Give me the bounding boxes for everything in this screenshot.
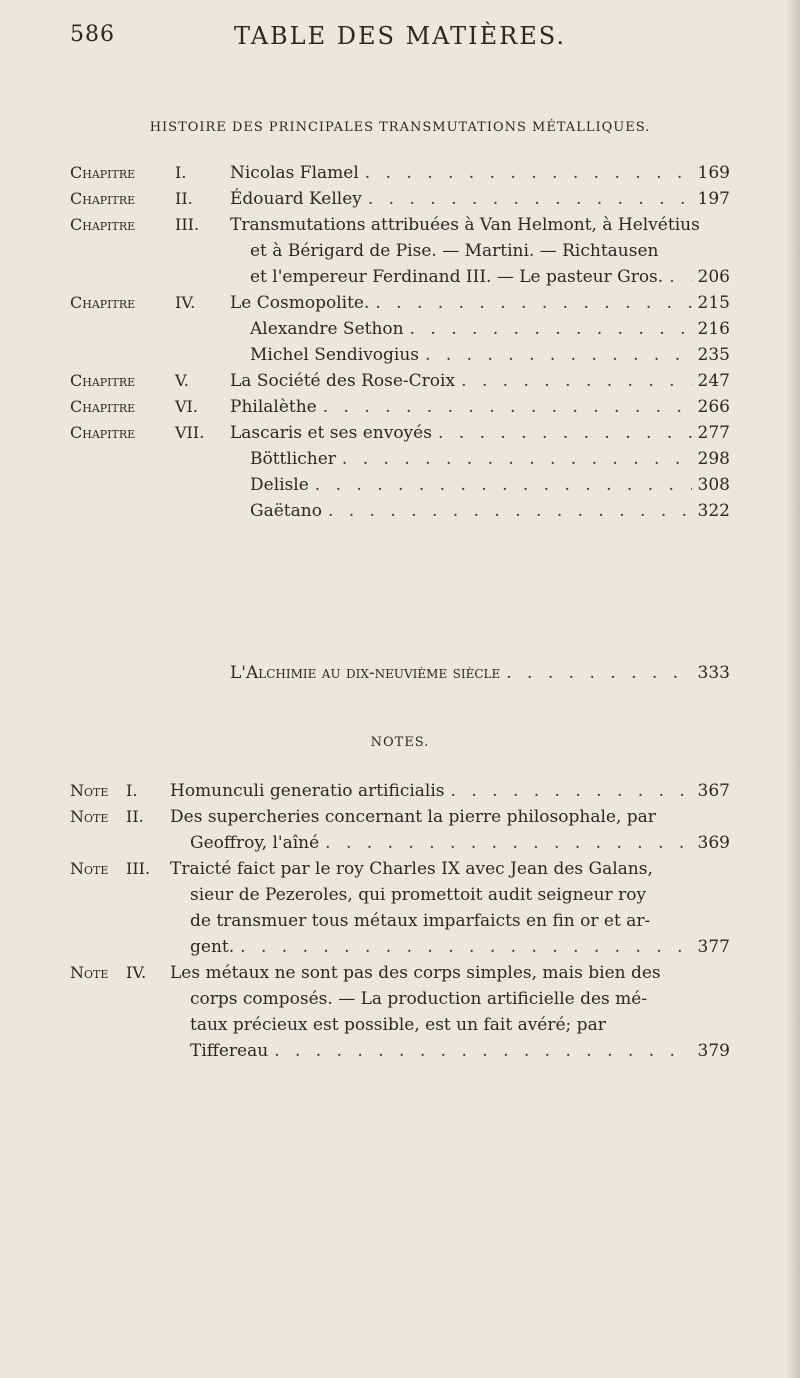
toc-entry-page: 247 (697, 371, 730, 391)
section-title-histoire: HISTOIRE DES PRINCIPALES TRANSMUTATIONS MÉTALLIQUES. (149, 120, 651, 135)
leader-dots (410, 316, 692, 342)
toc-entry[interactable] (70, 960, 730, 1064)
leader-dots (669, 264, 691, 290)
toc-entry-label (70, 394, 198, 420)
toc-entry-body (170, 856, 730, 960)
toc-entry-number: II. (126, 807, 144, 826)
leader-dots (368, 186, 692, 212)
toc-entry-body (250, 472, 730, 498)
toc-entry-page: 215 (697, 293, 730, 313)
toc-entry-text: L'Alchimie au dix-neuvième siècle (230, 663, 501, 683)
toc-entry-text: Édouard Kelley (230, 189, 362, 209)
toc-entry-kind: Chapitre (70, 163, 136, 182)
toc-entry-text: corps composés. — La production artificielle des mé- (190, 989, 648, 1009)
toc-entry-number: I. (126, 781, 138, 800)
toc-entry-text: Böttlicher (250, 449, 336, 469)
toc-entry-kind: Chapitre (70, 189, 136, 208)
leader-dots (375, 290, 691, 316)
toc-entry-kind: Chapitre (70, 423, 136, 442)
toc-entry[interactable] (70, 342, 730, 368)
toc-entry-page: 216 (697, 319, 730, 339)
toc-entry-text: et l'empereur Ferdinand III. — Le pasteur Gros. (250, 267, 664, 287)
toc-entry-text: sieur de Pezeroles, qui promettoit audit seigneur roy (190, 885, 647, 905)
toc-entry-text: Philalèthe (230, 397, 317, 417)
toc-entry-label (70, 212, 200, 238)
toc-entry-page: 322 (697, 501, 730, 521)
leader-dots (315, 472, 692, 498)
toc-entry-text: Michel Sendivogius (250, 345, 420, 365)
toc-entry-body (250, 342, 730, 368)
toc-entry-page: 379 (697, 1041, 730, 1061)
toc-entry-kind: Chapitre (70, 293, 136, 312)
toc-entry-number: II. (175, 189, 193, 208)
toc-entry-body (170, 960, 730, 1064)
toc-entry-page: 298 (697, 449, 730, 469)
page-header (70, 22, 730, 62)
leader-dots (506, 660, 691, 686)
leader-dots (365, 160, 692, 186)
leader-dots (328, 498, 692, 524)
toc-entry-text: gent. (190, 937, 235, 957)
toc-entry-page: 197 (697, 189, 730, 209)
toc-entry-body (230, 420, 730, 446)
toc-entry-kind: Note (70, 807, 109, 826)
toc-entry-label (70, 186, 193, 212)
toc-entry-page: 169 (697, 163, 730, 183)
toc-entry-number: VI. (175, 397, 198, 416)
leader-dots (274, 1038, 691, 1064)
toc-entry-page: 308 (697, 475, 730, 495)
toc-entry[interactable] (70, 420, 730, 446)
toc-entry-number: III. (126, 859, 151, 878)
leader-dots (325, 830, 691, 856)
toc-entry-text: Tiffereau (190, 1041, 269, 1061)
toc-entry-text: de transmuer tous métaux imparfaicts en fin or et ar- (190, 911, 651, 931)
toc-entry-label (70, 420, 205, 446)
toc-entry-kind: Note (70, 781, 109, 800)
toc-entry-body (230, 368, 730, 394)
toc-entry[interactable] (70, 160, 730, 186)
toc-entry-text: et à Bérigard de Pise. — Martini. — Richtausen (250, 241, 659, 261)
toc-entry-text: Geoffroy, l'aîné (190, 833, 320, 853)
toc-entry-kind: Chapitre (70, 215, 136, 234)
toc-entry-text: Homunculi generatio artificialis (170, 781, 445, 801)
leader-dots (323, 394, 692, 420)
toc-entry-text: taux précieux est possible, est un fait avéré; par (190, 1015, 606, 1035)
toc-entry-label (70, 160, 190, 186)
toc-entry-body (230, 212, 730, 290)
toc-entry-kind: Note (70, 963, 109, 982)
toc-entry-number: III. (175, 215, 200, 234)
toc-entry-body (250, 316, 730, 342)
toc-entry-body (230, 394, 730, 420)
toc-entry-text: Transmutations attribuées à Van Helmont, à Helvétius (230, 215, 700, 235)
toc-entry-kind: Chapitre (70, 371, 136, 390)
toc-entry-page: 333 (697, 663, 730, 683)
toc-entry-body (250, 446, 730, 472)
section-title-notes: NOTES. (370, 735, 430, 750)
toc-entry-kind: Note (70, 859, 109, 878)
toc-entry-alchimie[interactable] (70, 660, 730, 686)
leader-dots (240, 934, 691, 960)
leader-dots (425, 342, 692, 368)
toc-entry[interactable] (70, 186, 730, 212)
toc-entry-page: 367 (697, 781, 730, 801)
toc-entry-text: Des supercheries concernant la pierre philosophale, par (170, 807, 656, 827)
toc-entry-text: Lascaris et ses envoyés (230, 423, 432, 443)
toc-entry-page: 266 (697, 397, 730, 417)
toc-entry[interactable] (70, 778, 730, 804)
toc-entry-text: Gaëtano (250, 501, 322, 521)
toc-entry-number: IV. (126, 963, 147, 982)
toc-entry[interactable] (70, 290, 730, 316)
toc-entry-body (230, 186, 730, 212)
toc-entry-page: 277 (697, 423, 730, 443)
page-edge-shadow (786, 0, 800, 1378)
toc-entry-kind: Chapitre (70, 397, 136, 416)
leader-dots (342, 446, 692, 472)
toc-entry-body (170, 804, 730, 856)
toc-entry-text: Les métaux ne sont pas des corps simples, mais bien des (170, 963, 661, 983)
toc-histoire (70, 160, 730, 524)
toc-entry-page: 377 (697, 937, 730, 957)
leader-dots (438, 420, 692, 446)
toc-entry-body (250, 498, 730, 524)
toc-entry-body (170, 778, 730, 804)
toc-closing-entry (70, 660, 730, 686)
toc-entry[interactable] (70, 498, 730, 524)
toc-entry[interactable] (70, 316, 730, 342)
toc-entry-page: 369 (697, 833, 730, 853)
toc-entry-text: Nicolas Flamel (230, 163, 359, 183)
toc-entry-number: VII. (175, 423, 205, 442)
leader-dots (451, 778, 692, 804)
toc-entry-label (70, 290, 196, 316)
toc-entry[interactable] (70, 856, 730, 960)
toc-entry-number: V. (175, 371, 189, 390)
toc-entry[interactable] (70, 472, 730, 498)
leader-dots (461, 368, 691, 394)
toc-entry-body (230, 160, 730, 186)
toc-entry-text: Le Cosmopolite. (230, 293, 370, 313)
toc-entry-number: I. (175, 163, 187, 182)
toc-entry-text: Alexandre Sethon (250, 319, 404, 339)
toc-notes (70, 778, 730, 1064)
toc-entry-text: Delisle (250, 475, 309, 495)
toc-entry[interactable] (70, 446, 730, 472)
toc-entry[interactable] (70, 212, 730, 290)
toc-entry-page: 235 (697, 345, 730, 365)
toc-entry[interactable] (70, 804, 730, 856)
toc-entry-number: IV. (175, 293, 196, 312)
toc-entry-label (70, 368, 190, 394)
toc-entry-page: 206 (697, 267, 730, 287)
toc-entry[interactable] (70, 368, 730, 394)
toc-entry-body (230, 290, 730, 316)
running-title: TABLE DES MATIÈRES. (234, 22, 566, 50)
toc-entry-text: Traicté faict par le roy Charles IX avec Jean des Galans, (170, 859, 653, 879)
toc-entry-text: La Société des Rose-Croix (230, 371, 456, 391)
page-number: 586 (70, 22, 115, 47)
toc-entry[interactable] (70, 394, 730, 420)
